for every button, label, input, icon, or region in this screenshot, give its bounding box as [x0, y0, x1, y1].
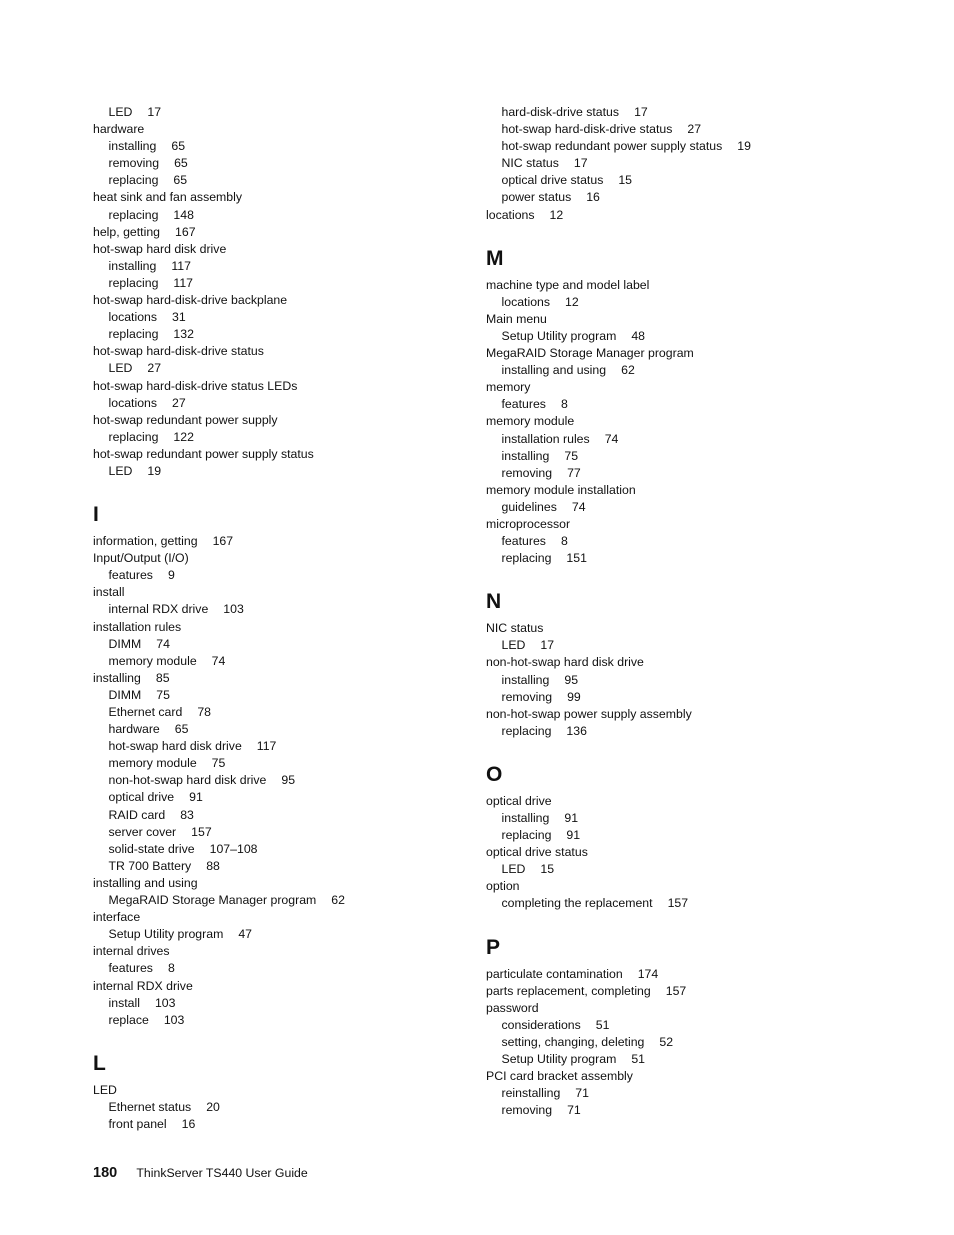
index-term: non-hot-swap hard disk drive	[486, 655, 644, 670]
index-term: removing	[501, 465, 553, 480]
index-entry	[486, 793, 906, 810]
index-entry	[93, 875, 463, 892]
index-term: hot-swap hard-disk-drive status	[501, 122, 673, 137]
index-term: replacing	[108, 207, 159, 222]
index-entry	[486, 620, 906, 637]
index-term: LED	[108, 463, 133, 478]
index-subentry	[93, 309, 463, 326]
index-entry	[486, 1000, 906, 1017]
index-term: solid-state drive	[108, 841, 195, 856]
index-page-ref[interactable]: 75	[156, 687, 170, 702]
index-page-ref[interactable]: 75	[211, 756, 226, 771]
index-term: installing	[108, 258, 157, 273]
index-subentry	[486, 810, 906, 827]
index-term: LED	[501, 862, 526, 877]
index-term: internal RDX drive	[93, 978, 193, 993]
index-term: particulate contamination	[486, 966, 623, 981]
index-entry	[486, 379, 906, 396]
index-subentry	[93, 824, 463, 841]
index-entry	[93, 533, 463, 550]
index-section-letter: L	[93, 1051, 106, 1075]
index-entry	[486, 482, 906, 499]
index-page-ref[interactable]: 95	[564, 672, 579, 687]
index-subentry	[93, 687, 463, 704]
index-entry	[486, 654, 906, 671]
index-page-ref[interactable]: 71	[575, 1086, 589, 1101]
index-term: removing	[108, 156, 160, 171]
index-term: optical drive status	[501, 173, 604, 188]
index-term: parts replacement, completing	[486, 983, 651, 998]
index-term: Main menu	[486, 311, 547, 326]
index-section-letter: P	[486, 935, 501, 959]
index-subentry	[486, 465, 906, 482]
index-subentry	[93, 567, 463, 584]
index-page-ref[interactable]: 12	[549, 207, 564, 222]
index-page-ref[interactable]: 27	[147, 361, 162, 376]
index-subentry	[93, 653, 463, 670]
index-subentry	[486, 499, 906, 516]
index-subentry	[486, 121, 906, 138]
index-term: replacing	[108, 327, 159, 342]
index-term: replacing	[108, 275, 159, 290]
index-page-ref[interactable]: 122	[173, 429, 194, 444]
index-term: Setup Utility program	[501, 328, 617, 343]
index-page-ref[interactable]: 65	[174, 156, 188, 171]
index-page-ref[interactable]: 103	[163, 1012, 185, 1027]
index-page-ref[interactable]: 17	[634, 105, 648, 119]
index-page-ref[interactable]: 91	[564, 811, 579, 825]
index-term: DIMM	[108, 636, 142, 651]
index-term: LED	[108, 105, 133, 119]
index-subentry	[486, 155, 906, 172]
index-term: Ethernet status	[108, 1099, 192, 1114]
index-term: hot-swap redundant power supply status	[501, 139, 723, 154]
index-subentry	[93, 1012, 463, 1029]
index-entry	[93, 412, 463, 429]
index-term: features	[108, 961, 153, 976]
index-subentry	[93, 892, 463, 909]
index-subentry	[93, 995, 463, 1012]
index-page-ref[interactable]: 65	[173, 173, 188, 188]
index-subentry	[486, 723, 906, 740]
index-page-ref[interactable]: 15	[618, 173, 633, 188]
index-term: hardware	[93, 122, 145, 137]
index-term: installing	[501, 448, 550, 463]
index-entry	[93, 670, 463, 687]
index-page-ref[interactable]: 85	[155, 670, 170, 685]
index-entry	[93, 241, 463, 258]
index-term: internal drives	[93, 944, 170, 959]
index-entry	[93, 343, 463, 360]
index-column-left	[93, 104, 463, 1133]
index-subentry	[93, 841, 463, 858]
index-section-letter: M	[486, 246, 504, 270]
index-term: NIC status	[501, 156, 559, 171]
index-term: Setup Utility program	[108, 927, 224, 942]
index-page-ref[interactable]: 12	[565, 294, 579, 309]
index-term: replacing	[501, 723, 552, 738]
index-page-ref[interactable]: 65	[174, 722, 189, 737]
index-entry	[486, 878, 906, 895]
index-term: installing	[501, 811, 550, 825]
index-page-ref[interactable]: 174	[637, 966, 659, 981]
index-subentry	[93, 789, 463, 806]
index-subentry	[486, 396, 906, 413]
index-entry	[486, 706, 906, 723]
index-subentry	[486, 104, 906, 121]
index-term: installing	[93, 670, 141, 685]
index-term: installing	[501, 672, 550, 687]
index-term: locations	[108, 310, 158, 325]
index-subentry	[93, 207, 463, 224]
index-term: LED	[93, 1082, 117, 1097]
index-subentry	[486, 138, 906, 155]
index-subentry	[486, 172, 906, 189]
index-term: optical drive status	[486, 845, 588, 860]
index-entry	[486, 413, 906, 430]
index-subentry	[486, 448, 906, 465]
index-term: features	[501, 397, 546, 412]
index-subentry	[93, 704, 463, 721]
index-entry	[93, 550, 463, 567]
index-subentry	[486, 1051, 906, 1068]
index-page-ref[interactable]: 74	[211, 653, 226, 668]
index-page-ref[interactable]: 117	[173, 275, 194, 290]
index-page-ref[interactable]: 17	[147, 105, 162, 119]
index-subentry	[93, 721, 463, 738]
index-term: removing	[501, 689, 553, 704]
index-page-ref[interactable]: 51	[631, 1052, 646, 1067]
index-term: help, getting	[93, 224, 161, 239]
index-entry	[93, 446, 463, 463]
index-term: replacing	[108, 429, 159, 444]
index-term: reinstalling	[501, 1086, 561, 1101]
index-page-ref[interactable]: 52	[659, 1034, 674, 1049]
index-term: locations	[501, 294, 551, 309]
index-subentry	[93, 360, 463, 377]
index-term: internal RDX drive	[108, 602, 209, 617]
index-page-ref[interactable]: 47	[238, 927, 253, 942]
index-subentry	[486, 895, 906, 912]
index-subentry	[486, 431, 906, 448]
index-entry	[93, 943, 463, 960]
index-term: microprocessor	[486, 516, 571, 531]
index-entry	[93, 224, 463, 241]
index-page-ref[interactable]: 19	[737, 139, 751, 154]
index-term: hardware	[108, 722, 160, 737]
index-subentry	[486, 550, 906, 567]
page-number: 180	[93, 1165, 118, 1181]
index-entry	[486, 966, 906, 983]
index-term: MegaRAID Storage Manager program	[108, 893, 317, 908]
index-term: hot-swap hard-disk-drive status	[93, 344, 264, 359]
index-subentry	[93, 772, 463, 789]
index-subentry	[486, 689, 906, 706]
index-page-ref[interactable]: 51	[595, 1017, 610, 1032]
index-subentry	[93, 738, 463, 755]
index-page-ref[interactable]: 74	[571, 499, 586, 514]
index-term: removing	[501, 1103, 553, 1118]
index-page-ref[interactable]: 151	[566, 551, 587, 566]
index-term: guidelines	[501, 499, 557, 514]
index-section-letter: O	[486, 762, 503, 786]
index-term: replacing	[108, 173, 159, 188]
index-term: hot-swap hard-disk-drive backplane	[93, 293, 288, 308]
index-term: memory module	[108, 653, 197, 668]
index-term: information, getting	[93, 534, 198, 549]
index-page-ref[interactable]: 132	[173, 327, 194, 342]
index-term: features	[501, 534, 546, 549]
index-page-ref[interactable]: 19	[147, 463, 162, 478]
index-term: heat sink and fan assembly	[93, 190, 243, 205]
index-subentry	[93, 463, 463, 480]
guide-title: ThinkServer TS440 User Guide	[136, 1166, 308, 1180]
index-subentry	[93, 104, 463, 121]
index-term: option	[486, 879, 520, 894]
index-term: locations	[108, 395, 158, 410]
index-term: optical drive	[486, 793, 552, 808]
index-entry	[93, 121, 463, 138]
index-term: replacing	[501, 828, 552, 843]
index-page-ref[interactable]: 27	[172, 395, 186, 410]
index-subentry	[93, 326, 463, 343]
index-subentry	[93, 275, 463, 292]
index-term: LED	[108, 361, 133, 376]
index-subentry	[93, 755, 463, 772]
index-page-ref[interactable]: 8	[560, 397, 568, 412]
index-term: installing	[108, 139, 157, 154]
index-subentry	[93, 395, 463, 412]
index-term: RAID card	[108, 807, 166, 822]
index-page-ref[interactable]: 9	[167, 568, 175, 583]
index-page-ref[interactable]: 88	[206, 858, 220, 873]
index-section-letter: I	[93, 503, 99, 527]
index-subentry	[486, 328, 906, 345]
index-term: optical drive	[108, 790, 175, 805]
index-page-ref[interactable]: 27	[687, 122, 702, 137]
index-subentry	[93, 138, 463, 155]
index-term: Ethernet card	[108, 705, 183, 719]
index-page-ref[interactable]: 17	[573, 156, 588, 171]
index-subentry	[486, 533, 906, 550]
index-term: hot-swap hard disk drive	[93, 241, 227, 256]
index-term: installing and using	[93, 875, 198, 890]
index-page-ref[interactable]: 136	[566, 723, 587, 738]
index-page-ref[interactable]: 167	[212, 534, 234, 549]
index-subentry	[486, 1102, 906, 1119]
index-entry	[93, 584, 463, 601]
index-page-ref[interactable]: 62	[331, 893, 345, 908]
index-page-ref[interactable]: 91	[566, 828, 581, 843]
index-page-ref[interactable]: 78	[197, 705, 212, 719]
index-term: replacing	[501, 551, 552, 566]
index-term: features	[108, 568, 153, 583]
index-entry	[93, 189, 463, 206]
index-entry	[486, 207, 906, 224]
index-page-ref[interactable]: 48	[631, 328, 646, 343]
index-subentry	[486, 1034, 906, 1051]
index-term: Setup Utility program	[501, 1052, 617, 1067]
index-page-ref[interactable]: 107–108	[209, 841, 258, 856]
index-subentry	[93, 807, 463, 824]
index-page-ref[interactable]: 74	[604, 431, 619, 446]
index-term: considerations	[501, 1017, 581, 1032]
index-page-ref[interactable]: 8	[167, 961, 175, 976]
index-section-letter: N	[486, 590, 502, 614]
index-subentry	[486, 637, 906, 654]
index-subentry	[93, 172, 463, 189]
index-entry	[93, 378, 463, 395]
index-subentry	[93, 636, 463, 653]
index-term: server cover	[108, 824, 177, 839]
index-page-ref[interactable]: 16	[586, 190, 600, 205]
index-page-ref[interactable]: 20	[206, 1099, 220, 1114]
index-subentry	[486, 362, 906, 379]
index-term: PCI card bracket assembly	[486, 1069, 633, 1084]
index-term: install	[93, 585, 125, 600]
index-term: machine type and model label	[486, 277, 650, 292]
index-subentry	[93, 258, 463, 275]
index-term: non-hot-swap power supply assembly	[486, 706, 692, 721]
index-term: installing and using	[501, 363, 607, 378]
index-entry	[93, 292, 463, 309]
index-term: memory module	[486, 414, 575, 429]
index-term: hot-swap redundant power supply	[93, 412, 278, 427]
index-page-ref[interactable]: 8	[560, 534, 568, 549]
index-term: front panel	[108, 1116, 167, 1131]
index-term: installation rules	[501, 431, 590, 446]
index-page-ref[interactable]: 71	[567, 1103, 581, 1118]
index-subentry	[93, 1099, 463, 1116]
index-page-ref[interactable]: 157	[667, 896, 689, 911]
index-subentry	[93, 155, 463, 172]
index-entry	[486, 516, 906, 533]
index-term: locations	[486, 207, 535, 222]
index-subentry	[486, 861, 906, 878]
index-entry	[486, 311, 906, 328]
index-entry	[486, 277, 906, 294]
index-entry	[93, 619, 463, 636]
index-subentry	[486, 294, 906, 311]
index-page-ref[interactable]: 148	[173, 207, 194, 222]
index-page-ref[interactable]: 157	[665, 983, 687, 998]
index-term: hot-swap hard-disk-drive status LEDs	[93, 378, 298, 393]
index-page-ref[interactable]: 99	[567, 689, 581, 704]
index-term: DIMM	[108, 687, 142, 702]
index-page-ref[interactable]: 74	[156, 636, 170, 651]
index-subentry	[93, 926, 463, 943]
index-term: NIC status	[486, 621, 544, 636]
index-page-ref[interactable]: 167	[175, 224, 196, 239]
index-page-ref[interactable]: 62	[621, 363, 635, 378]
index-page-ref[interactable]: 83	[180, 807, 194, 822]
index-subentry	[93, 960, 463, 977]
index-page-ref[interactable]: 31	[172, 310, 186, 325]
index-term: MegaRAID Storage Manager program	[486, 346, 694, 361]
index-page-ref[interactable]: 77	[567, 465, 581, 480]
index-page-ref[interactable]: 103	[223, 602, 244, 617]
index-page-ref[interactable]: 157	[191, 824, 212, 839]
index-page-ref[interactable]: 117	[256, 739, 277, 754]
index-term: TR 700 Battery	[108, 858, 192, 873]
index-entry	[93, 978, 463, 995]
index-subentry	[486, 1085, 906, 1102]
index-entry	[93, 1082, 463, 1099]
index-term: interface	[93, 910, 141, 925]
index-term: hot-swap redundant power supply status	[93, 446, 314, 461]
index-page-ref[interactable]: 65	[171, 139, 186, 154]
index-subentry	[93, 601, 463, 618]
index-page-ref[interactable]: 95	[281, 773, 296, 788]
index-subentry	[93, 1116, 463, 1133]
index-page-ref[interactable]: 91	[189, 790, 203, 805]
index-term: installation rules	[93, 619, 182, 634]
index-term: memory module installation	[486, 482, 636, 497]
index-term: power status	[501, 190, 572, 205]
index-entry	[486, 844, 906, 861]
index-page-ref[interactable]: 16	[181, 1116, 196, 1131]
index-term: hard-disk-drive status	[501, 105, 620, 119]
index-subentry	[486, 827, 906, 844]
index-page-ref[interactable]: 103	[154, 995, 176, 1010]
index-subentry	[93, 429, 463, 446]
index-page-ref[interactable]: 17	[540, 638, 555, 653]
index-term: completing the replacement	[501, 896, 653, 911]
index-subentry	[486, 189, 906, 206]
index-entry	[93, 909, 463, 926]
index-entry	[486, 1068, 906, 1085]
index-term: memory module	[108, 756, 197, 771]
index-page-ref[interactable]: 15	[540, 862, 555, 877]
index-term: Input/Output (I/O)	[93, 551, 189, 566]
index-page-ref[interactable]: 117	[171, 258, 191, 273]
index-term: replace	[108, 1012, 149, 1027]
index-column-right	[486, 104, 906, 1119]
index-term: memory	[486, 380, 531, 395]
page-footer	[93, 1165, 308, 1181]
index-term: hot-swap hard disk drive	[108, 739, 242, 754]
index-subentry	[486, 1017, 906, 1034]
index-term: install	[108, 995, 140, 1010]
index-page-ref[interactable]: 75	[564, 448, 579, 463]
index-subentry	[93, 858, 463, 875]
index-term: LED	[501, 638, 526, 653]
index-subentry	[486, 672, 906, 689]
index-term: password	[486, 1000, 539, 1015]
index-term: non-hot-swap hard disk drive	[108, 773, 267, 788]
index-term: setting, changing, deleting	[501, 1034, 645, 1049]
index-entry	[486, 345, 906, 362]
index-entry	[486, 983, 906, 1000]
